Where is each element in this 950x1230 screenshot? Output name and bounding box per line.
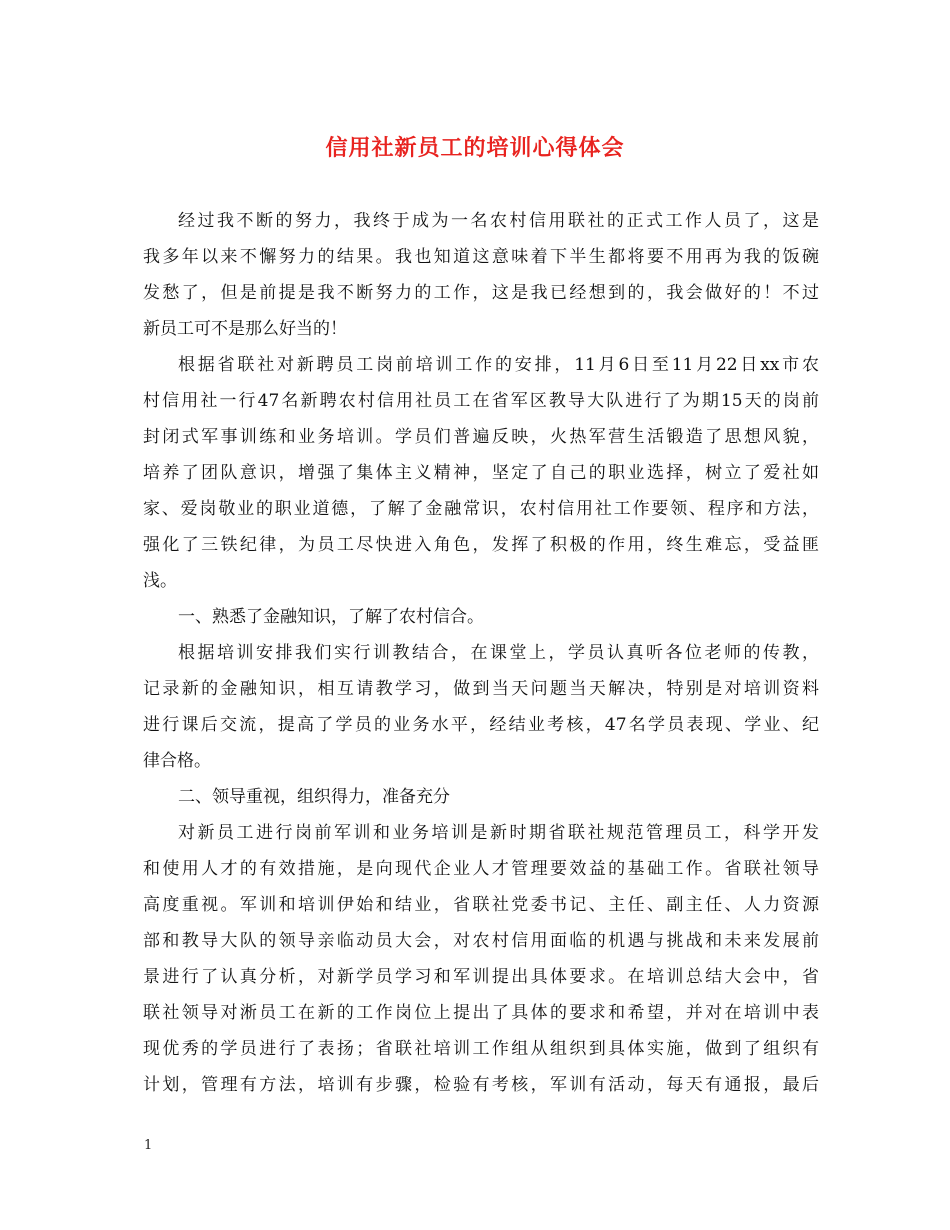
text-line: 根据培训安排我们实行训教结合，在课堂上，学员认真听各位老师的传教， — [178, 643, 819, 663]
document-title: 信用社新员工的培训心得体会 — [325, 135, 625, 161]
text-line: 律合格。 — [143, 751, 211, 771]
text-line: 发愁了，但是前提是我不断努力的工作，这是我已经想到的，我会做好的！不过 — [143, 283, 819, 303]
text-line: 封闭式军事训练和业务培训。学员们普遍反映，火热军营生活锻造了思想风貌， — [143, 427, 819, 447]
text-line: 部和教导大队的领导亲临动员大会，对农村信用面临的机遇与挑战和未来发展前 — [143, 931, 819, 951]
text-line: 计划，管理有方法，培训有步骤，检验有考核，军训有活动，每天有通报，最后 — [143, 1075, 819, 1095]
text-line: 对新员工进行岗前军训和业务培训是新时期省联社规范管理员工，科学开发 — [178, 823, 819, 843]
text-line: 村信用社一行47名新聘农村信用社员工在省军区教导大队进行了为期15天的岗前 — [143, 391, 819, 411]
text-line: 景进行了认真分析，对新学员学习和军训提出具体要求。在培训总结大会中，省 — [143, 967, 819, 987]
section-heading: 二、领导重视，组织得力，准备充分 — [178, 787, 450, 807]
text-line: 根据省联社对新聘员工岗前培训工作的安排，11月6日至11月22日xx市农 — [178, 355, 819, 375]
page-number: 1 — [144, 1138, 153, 1153]
text-line: 和使用人才的有效措施，是向现代企业人才管理要效益的基础工作。省联社领导 — [143, 859, 819, 879]
text-line: 培养了团队意识，增强了集体主义精神，坚定了自己的职业选择，树立了爱社如 — [143, 463, 819, 483]
text-line: 记录新的金融知识，相互请教学习，做到当天问题当天解决，特别是对培训资料 — [143, 679, 819, 699]
text-line: 高度重视。军训和培训伊始和结业，省联社党委书记、主任、副主任、人力资源 — [143, 895, 819, 915]
text-line: 进行课后交流，提高了学员的业务水平，经结业考核，47名学员表现、学业、纪 — [143, 715, 819, 735]
text-line: 经过我不断的努力，我终于成为一名农村信用联社的正式工作人员了，这是 — [178, 211, 819, 231]
text-line: 浅。 — [143, 571, 177, 591]
text-line: 新员工可不是那么好当的！ — [143, 319, 347, 339]
text-line: 强化了三铁纪律，为员工尽快进入角色，发挥了积极的作用，终生难忘，受益匪 — [143, 535, 819, 555]
text-line: 联社领导对淅员工在新的工作岗位上提出了具体的要求和希望，并对在培训中表 — [143, 1003, 819, 1023]
text-line: 现优秀的学员进行了表扬；省联社培训工作组从组织到具体实施，做到了组织有 — [143, 1039, 819, 1059]
text-line: 家、爱岗敬业的职业道德，了解了金融常识，农村信用社工作要领、程序和方法， — [143, 499, 819, 519]
text-line: 我多年以来不懈努力的结果。我也知道这意味着下半生都将要不用再为我的饭碗 — [143, 247, 819, 267]
section-heading: 一、熟悉了金融知识，了解了农村信合。 — [178, 607, 484, 627]
